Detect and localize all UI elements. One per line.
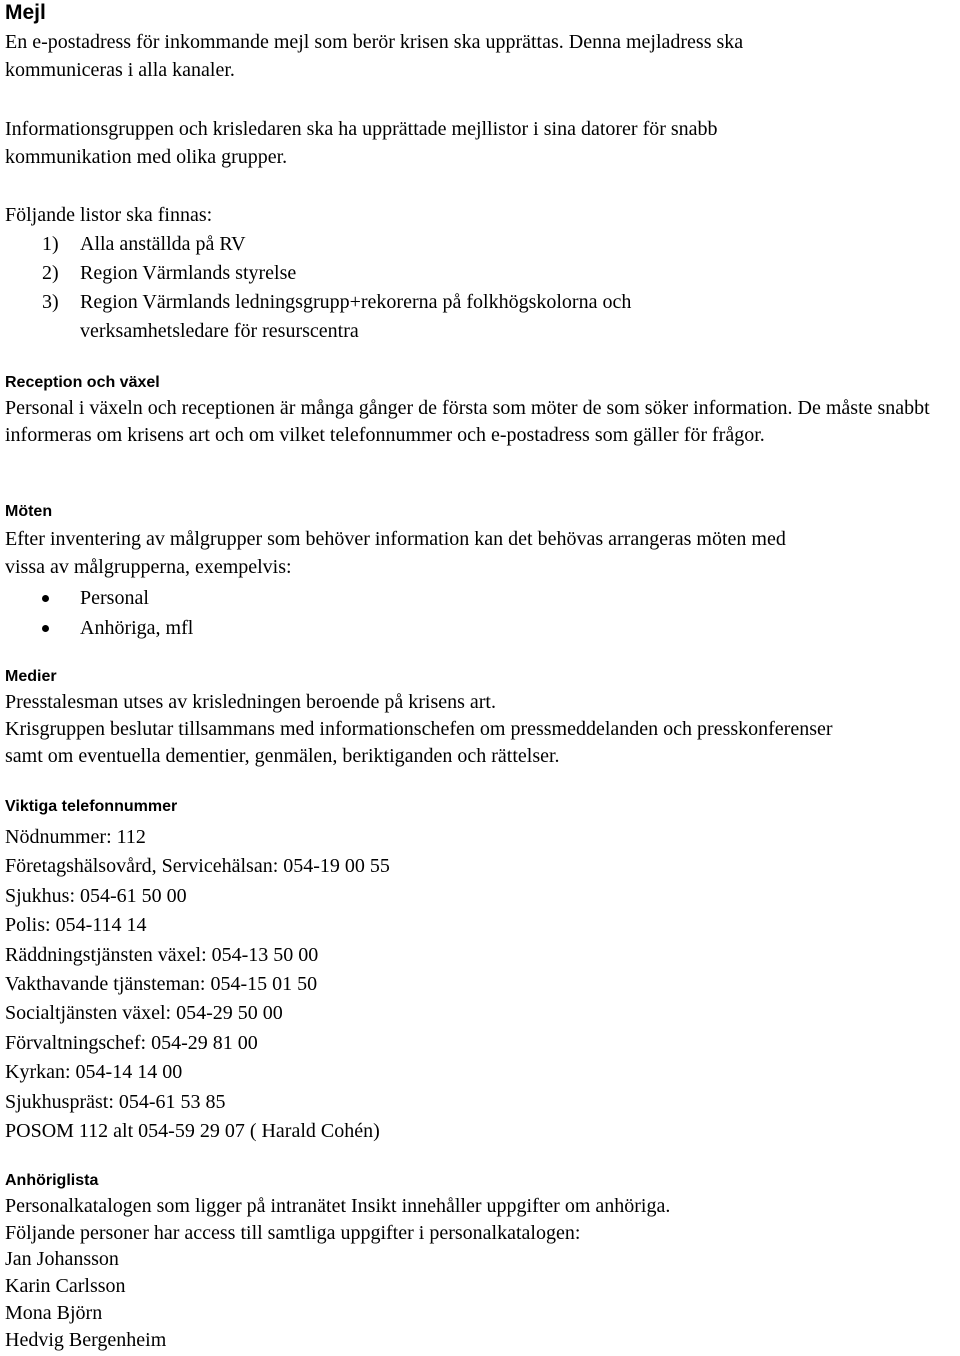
list-item-number: 2) [42,262,59,284]
person-name: Mona Björn [5,1302,103,1324]
heading-reception: Reception och växel [5,374,160,391]
bullet-text: Anhöriga, mfl [80,617,194,639]
mejl-lists [5,230,955,346]
person-name: Karin Carlsson [5,1275,126,1297]
phone-item: Socialtjänsten växel: 054-29 50 00 [5,1002,283,1025]
mejl-list-intro: Följande listor ska finnas: [5,204,213,226]
list-item [5,288,955,346]
phone-item: Företagshälsovård, Servicehälsan: 054-19 00 55 [5,855,390,878]
phone-list [5,823,390,1146]
bullet-icon [42,595,49,602]
people-list [5,1246,166,1354]
heading-anhoriglista: Anhöriglista [5,1172,99,1189]
list-item-text: Region Värmlands ledningsgrupp+rekorerna på folkhögskolorna och verksamhetsledare för resurscentra [80,291,632,342]
phone-item: Sjukhuspräst: 054-61 53 85 [5,1090,226,1113]
phone-item: Vakthavande tjänsteman: 054-15 01 50 [5,973,318,996]
phone-item: Förvaltningschef: 054-29 81 00 [5,1031,258,1054]
heading-mejl: Mejl [5,1,46,24]
list-item-number: 1) [42,233,59,255]
phone-item: POSOM 112 alt 054-59 29 07 ( Harald Cohén) [5,1120,380,1143]
moten-paragraph: Efter inventering av målgrupper som behöver information kan det behövas arrangeras möten med vissa av målgrupperna, exempelvis: [5,528,786,578]
heading-telefon: Viktiga telefonnummer [5,798,178,815]
person-name: Hedvig Bergenheim [5,1329,167,1351]
bullet-text: Personal [80,587,149,609]
heading-moten: Möten [5,503,53,520]
list-item [5,259,955,288]
phone-item: Sjukhus: 054-61 50 00 [5,884,187,907]
mejl-paragraph-2: Informationsgruppen och krisledaren ska ha upprättade mejllistor i sina datorer för snabb kommunikation med olika grupper. [5,118,718,168]
bullet-icon [42,625,49,632]
medier-line-2: Krisgruppen beslutar tillsammans med informationschefen om pressmeddelanden och presskonferenser samt om eventuella dementier, genmälen, beriktiganden och rättelser. [5,718,833,767]
phone-item: Räddningstjänsten växel: 054-13 50 00 [5,943,319,966]
list-item-number: 3) [42,291,59,313]
list-item [5,230,955,259]
phone-item: Kyrkan: 054-14 14 00 [5,1061,183,1084]
anhoriglista-line-1: Personalkatalogen som ligger på intranätet Insikt innehåller uppgifter om anhöriga. [5,1195,671,1217]
phone-item: Polis: 054-114 14 [5,914,147,937]
heading-medier: Medier [5,668,57,685]
phone-item: Nödnummer: 112 [5,826,146,848]
bullet-item [5,583,193,613]
bullet-item [5,613,193,643]
moten-bullets [5,583,193,643]
reception-paragraph: Personal i växeln och receptionen är många gånger de första som möter de som söker information. De måste snabbt informeras om krisens art och om vilket telefonnummer och e-postadress som gäller för frågor. [5,397,930,446]
list-item-text: Region Värmlands styrelse [80,262,297,284]
medier-line-1: Presstalesman utses av krisledningen beroende på krisens art. [5,691,496,713]
list-item-text: Alla anställda på RV [80,233,246,255]
anhoriglista-line-2: Följande personer har access till samtliga uppgifter i personalkatalogen: [5,1222,581,1244]
mejl-paragraph-1: En e-postadress för inkommande mejl som berör krisen ska upprättas. Denna mejladress ska kommuniceras i alla kanaler. [5,31,744,81]
person-name: Jan Johansson [5,1248,119,1270]
